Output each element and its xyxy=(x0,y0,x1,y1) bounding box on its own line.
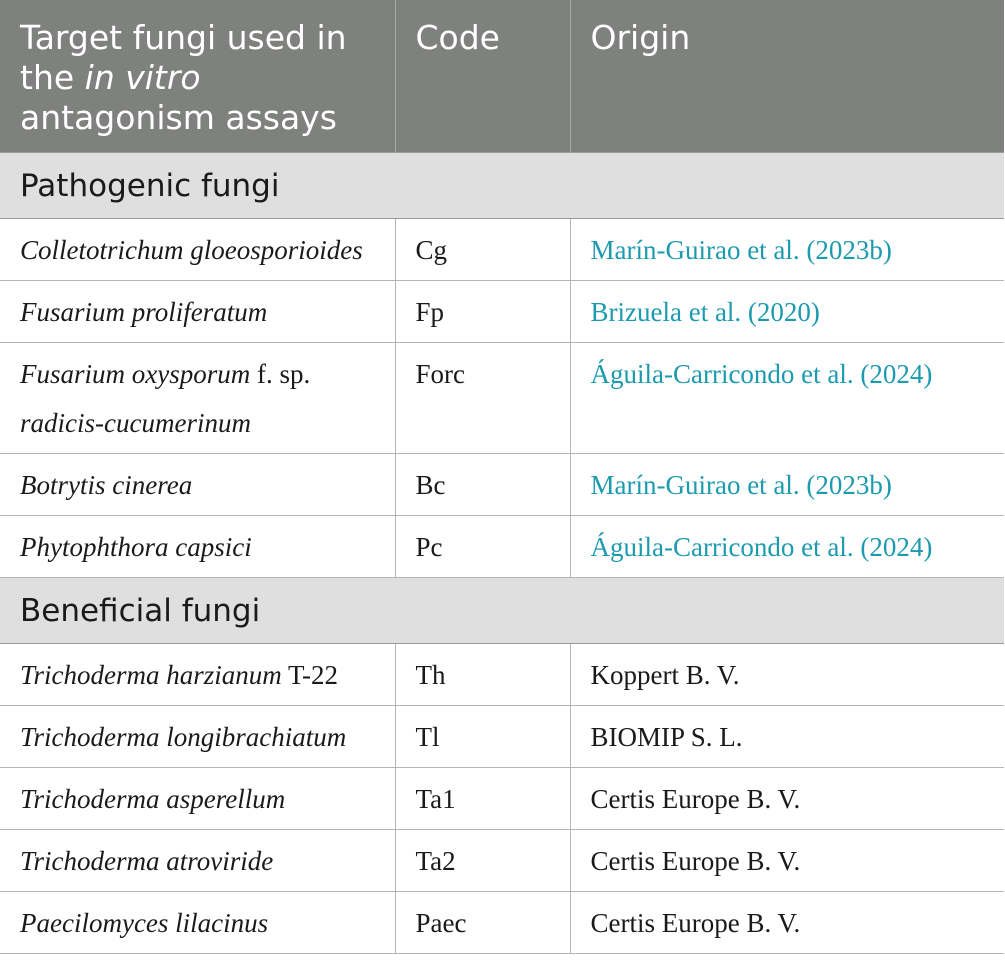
header-text-italic: in vitro xyxy=(84,58,201,97)
table-body xyxy=(0,153,1004,954)
header-text-part2: antagonism assays xyxy=(20,98,337,137)
origin-link[interactable]: Águila-Carricondo et al. (2024) xyxy=(570,516,1004,578)
table-row xyxy=(0,706,1004,768)
fungus-name-cell xyxy=(0,454,395,516)
code-cell: Pc xyxy=(395,516,570,578)
code-cell: Forc xyxy=(395,343,570,454)
header-row xyxy=(0,0,1004,153)
code-cell: Fp xyxy=(395,281,570,343)
section-row-beneficial xyxy=(0,578,1004,644)
origin-cell: BIOMIP S. L. xyxy=(570,706,1004,768)
table-row xyxy=(0,830,1004,892)
origin-link[interactable]: Marín-Guirao et al. (2023b) xyxy=(570,219,1004,281)
fungus-name-cell xyxy=(0,219,395,281)
code-cell: Ta1 xyxy=(395,768,570,830)
header-text-part1: Target fungi used in the xyxy=(20,18,347,97)
fungus-name-rest: T-22 xyxy=(281,660,339,690)
table-row xyxy=(0,768,1004,830)
code-cell: Ta2 xyxy=(395,830,570,892)
table-row xyxy=(0,219,1004,281)
fungus-name-italic: Trichoderma harzianum xyxy=(20,660,282,690)
code-cell: Th xyxy=(395,644,570,706)
origin-link[interactable]: Brizuela et al. (2020) xyxy=(570,281,1004,343)
origin-link[interactable]: Marín-Guirao et al. (2023b) xyxy=(570,454,1004,516)
fungus-name-italic: Trichoderma asperellum xyxy=(20,784,286,814)
fungus-name-italic: Botrytis cinerea xyxy=(20,470,193,500)
table-row xyxy=(0,343,1004,454)
code-cell: Bc xyxy=(395,454,570,516)
fungus-name-italic: Colletotrichum gloeosporioides xyxy=(20,235,363,265)
header-code: Code xyxy=(395,0,570,153)
fungus-name-cell xyxy=(0,281,395,343)
section-title: Pathogenic fungi xyxy=(0,153,1004,219)
table-row xyxy=(0,892,1004,954)
origin-cell: Certis Europe B. V. xyxy=(570,768,1004,830)
fungus-name-cell xyxy=(0,892,395,954)
origin-cell: Certis Europe B. V. xyxy=(570,892,1004,954)
fungus-name-cell xyxy=(0,768,395,830)
fungus-name-cell xyxy=(0,343,395,454)
table-row xyxy=(0,281,1004,343)
table-row xyxy=(0,516,1004,578)
fungus-name-italic: Fusarium proliferatum xyxy=(20,297,268,327)
fungus-name-cell xyxy=(0,830,395,892)
fungus-name-italic: Trichoderma atroviride xyxy=(20,846,274,876)
table-row xyxy=(0,644,1004,706)
fungus-name-cell xyxy=(0,706,395,768)
fungus-name-italic: Paecilomyces lilacinus xyxy=(20,908,269,938)
fungus-name-italic: Fusarium oxysporum xyxy=(20,359,251,389)
header-origin: Origin xyxy=(570,0,1004,153)
fungus-name-cell xyxy=(0,516,395,578)
fungus-name-rest: f. sp. xyxy=(250,359,311,389)
origin-cell: Koppert B. V. xyxy=(570,644,1004,706)
code-cell: Tl xyxy=(395,706,570,768)
fungus-name-italic: Phytophthora capsici xyxy=(20,532,252,562)
section-title: Beneficial fungi xyxy=(0,578,1004,644)
origin-cell: Certis Europe B. V. xyxy=(570,830,1004,892)
table-row xyxy=(0,454,1004,516)
origin-link[interactable]: Águila-Carricondo et al. (2024) xyxy=(570,343,1004,454)
header-target-fungi xyxy=(0,0,395,153)
fungus-name-italic: Trichoderma longibrachiatum xyxy=(20,722,347,752)
code-cell: Cg xyxy=(395,219,570,281)
section-row-pathogenic xyxy=(0,153,1004,219)
code-cell: Paec xyxy=(395,892,570,954)
fungus-name-line2: radicis-cucumerinum xyxy=(20,408,251,438)
fungus-name-cell xyxy=(0,644,395,706)
